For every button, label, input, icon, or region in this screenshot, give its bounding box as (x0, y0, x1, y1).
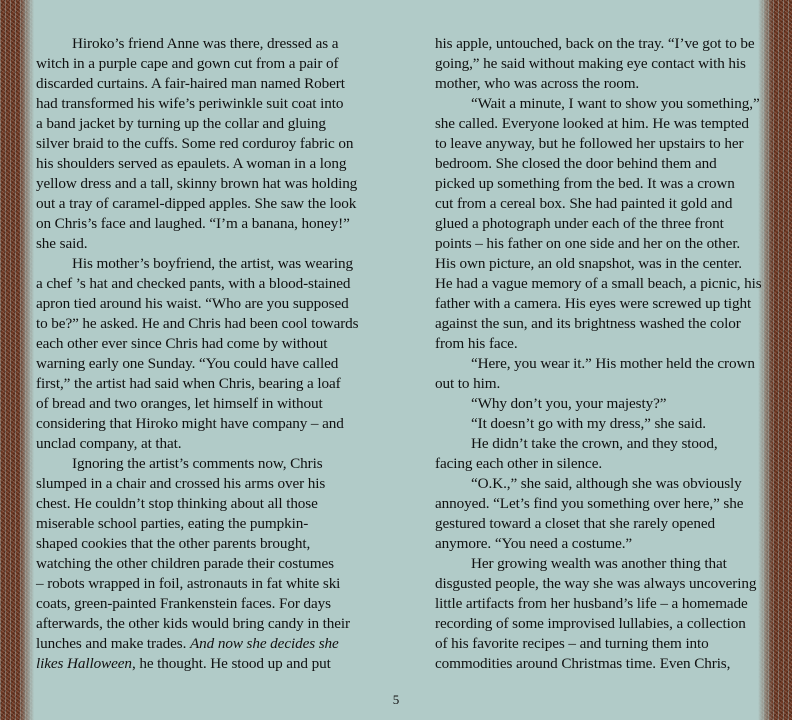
text-run: “It doesn’t go with my dress,” she said. (471, 415, 706, 432)
text-run: – robots wrapped in foil, astronauts in fat white ski (36, 575, 341, 592)
text-line (36, 534, 358, 554)
page-number: 5 (392, 692, 400, 707)
text-line (435, 54, 759, 74)
text-line (36, 474, 358, 494)
text-line (36, 594, 358, 614)
text-run: Ignoring the artist’s comments now, Chris (72, 455, 323, 472)
text-run: glued a photograph under each of the three front (435, 215, 724, 232)
text-run: going,” he said without making eye contact with his (435, 55, 746, 72)
text-run: “Here, you wear it.” His mother held the crown (471, 355, 755, 372)
text-run: she said. (36, 235, 88, 252)
text-run: to leave anyway, but he followed her upstairs to her (435, 135, 744, 152)
text-run: points – his father on one side and her on the other. (435, 235, 741, 252)
text-run: shaped cookies that the other parents brought, (36, 535, 311, 552)
text-run: His mother’s boyfriend, the artist, was wearing (72, 255, 353, 272)
text-run: coats, green-painted Frankenstein faces. For days (36, 595, 331, 612)
text-line (435, 254, 759, 274)
text-line (36, 554, 358, 574)
text-line (435, 354, 759, 374)
text-run: had transformed his wife’s periwinkle suit coat into (36, 95, 344, 112)
text-run: Her growing wealth was another thing that (471, 555, 727, 572)
text-line (435, 174, 759, 194)
text-run: on Chris’s face and laughed. “I’m a banana, honey!” (36, 215, 350, 232)
text-line (435, 394, 759, 414)
text-line (435, 414, 759, 434)
text-run: afterwards, the other kids would bring candy in their (36, 615, 350, 632)
text-run: his apple, untouched, back on the tray. “I’ve got to be (435, 35, 755, 52)
text-line (435, 494, 759, 514)
text-line (435, 434, 759, 454)
text-line (435, 194, 759, 214)
text-line (435, 334, 759, 354)
text-run: Hiroko’s friend Anne was there, dressed as a (72, 35, 339, 52)
text-line (36, 634, 358, 654)
text-line (435, 134, 759, 154)
text-run: each other ever since Chris had come by without (36, 335, 328, 352)
text-line (435, 654, 759, 674)
text-line (435, 154, 759, 174)
text-run: a band jacket by turning up the collar and gluing (36, 115, 326, 132)
italic-text-run: likes Halloween (36, 655, 132, 672)
text-run: discarded curtains. A fair-haired man named Robert (36, 75, 345, 92)
text-line (36, 614, 358, 634)
text-line (36, 114, 358, 134)
text-run: annoyed. “Let’s find you something over here,” she (435, 495, 744, 512)
text-run: “Wait a minute, I want to show you something,” (471, 95, 760, 112)
text-line (36, 434, 358, 454)
text-run: He had a vague memory of a small beach, a picnic, his (435, 275, 762, 292)
text-run: cut from a cereal box. She had painted it gold and (435, 195, 733, 212)
text-line (435, 274, 762, 294)
text-run: “Why don’t you, your majesty?” (471, 395, 667, 412)
text-run: facing each other in silence. (435, 455, 603, 472)
text-run: little artifacts from her husband’s life – a homemade (435, 595, 748, 612)
text-line (36, 214, 358, 234)
text-line (36, 314, 358, 334)
text-line (36, 294, 358, 314)
text-line (435, 374, 759, 394)
text-line (36, 514, 358, 534)
text-run: father with a camera. His eyes were screwed up tight (435, 295, 752, 312)
text-line (36, 574, 358, 594)
text-run: of his favorite recipes – and turning them into (435, 635, 709, 652)
right-text-column (435, 34, 762, 674)
text-line (36, 394, 358, 414)
text-run: His own picture, an old snapshot, was in the center. (435, 255, 742, 272)
text-line (435, 294, 759, 314)
text-line (435, 534, 759, 554)
left-page-edge (0, 0, 34, 720)
text-line (435, 474, 759, 494)
text-line (435, 634, 759, 654)
text-run: from his face. (435, 335, 518, 352)
text-line (36, 54, 358, 74)
right-page-edge (758, 0, 792, 720)
text-run: watching the other children parade their costumes (36, 555, 334, 572)
text-line (435, 114, 759, 134)
text-run: first,” the artist had said when Chris, bearing a loaf (36, 375, 341, 392)
text-line (435, 214, 759, 234)
text-run: slumped in a chair and crossed his arms over his (36, 475, 326, 492)
text-line (435, 574, 759, 594)
text-run: his shoulders served as epaulets. A woman in a long (36, 155, 347, 172)
text-run: mother, who was across the room. (435, 75, 640, 92)
text-run: commodities around Christmas time. Even Chris, (435, 655, 731, 672)
text-run: recording of some improvised lullabies, a collection (435, 615, 746, 632)
text-line (435, 34, 759, 54)
text-run: picked up something from the bed. It was a crown (435, 175, 735, 192)
text-run: out a tray of caramel-dipped apples. She saw the look (36, 195, 357, 212)
text-line (36, 254, 358, 274)
text-run: , he thought. He stood up and put (131, 655, 331, 672)
text-line (36, 34, 358, 54)
text-line (36, 94, 358, 114)
text-line (36, 334, 358, 354)
text-run: gestured toward a closet that she rarely opened (435, 515, 715, 532)
text-run: disgusted people, the way she was always uncovering (435, 575, 757, 592)
text-run: a chef ’s hat and checked pants, with a blood-stained (36, 275, 351, 292)
text-run: to be?” he asked. He and Chris had been cool towards (36, 315, 359, 332)
text-run: yellow dress and a tall, skinny brown hat was holding (36, 175, 358, 192)
text-line (36, 374, 358, 394)
text-run: bedroom. She closed the door behind them and (435, 155, 717, 172)
text-run: apron tied around his waist. “Who are you supposed (36, 295, 349, 312)
text-run: against the sun, and its brightness washed the color (435, 315, 741, 332)
text-line (435, 614, 759, 634)
text-line (36, 154, 358, 174)
text-line (36, 494, 358, 514)
text-run: witch in a purple cape and gown cut from a pair of (36, 55, 339, 72)
text-line (36, 454, 358, 474)
text-line (435, 514, 759, 534)
text-line (435, 94, 759, 114)
text-line (36, 354, 358, 374)
text-line (435, 554, 759, 574)
text-run: He didn’t take the crown, and they stood, (471, 435, 718, 452)
text-run: chest. He couldn’t stop thinking about all those (36, 495, 318, 512)
italic-text-run: And now she decides she (189, 635, 339, 652)
text-line (435, 454, 759, 474)
text-line (36, 134, 358, 154)
text-run: unclad company, at that. (36, 435, 182, 452)
text-line (36, 414, 358, 434)
text-line (435, 594, 759, 614)
text-run: “O.K.,” she said, although she was obviously (471, 475, 742, 492)
text-run: warning early one Sunday. “You could have called (36, 355, 339, 372)
text-run: anymore. “You need a costume.” (435, 535, 633, 552)
text-line (36, 654, 358, 674)
text-run: considering that Hiroko might have company – and (36, 415, 344, 432)
text-run: miserable school parties, eating the pumpkin- (36, 515, 309, 532)
text-line (435, 314, 759, 334)
text-line (36, 234, 358, 254)
text-run: of bread and two oranges, let himself in without (36, 395, 323, 412)
text-line (36, 74, 358, 94)
text-line (435, 74, 759, 94)
text-run: silver braid to the cuffs. Some red corduroy fabric on (36, 135, 354, 152)
left-text-column (36, 34, 358, 674)
text-line (36, 194, 358, 214)
text-run: lunches and make trades. (36, 635, 190, 652)
text-line (36, 274, 358, 294)
text-line (36, 174, 358, 194)
text-run: out to him. (435, 375, 501, 392)
text-line (435, 234, 759, 254)
text-run: she called. Everyone looked at him. He was tempted (435, 115, 749, 132)
